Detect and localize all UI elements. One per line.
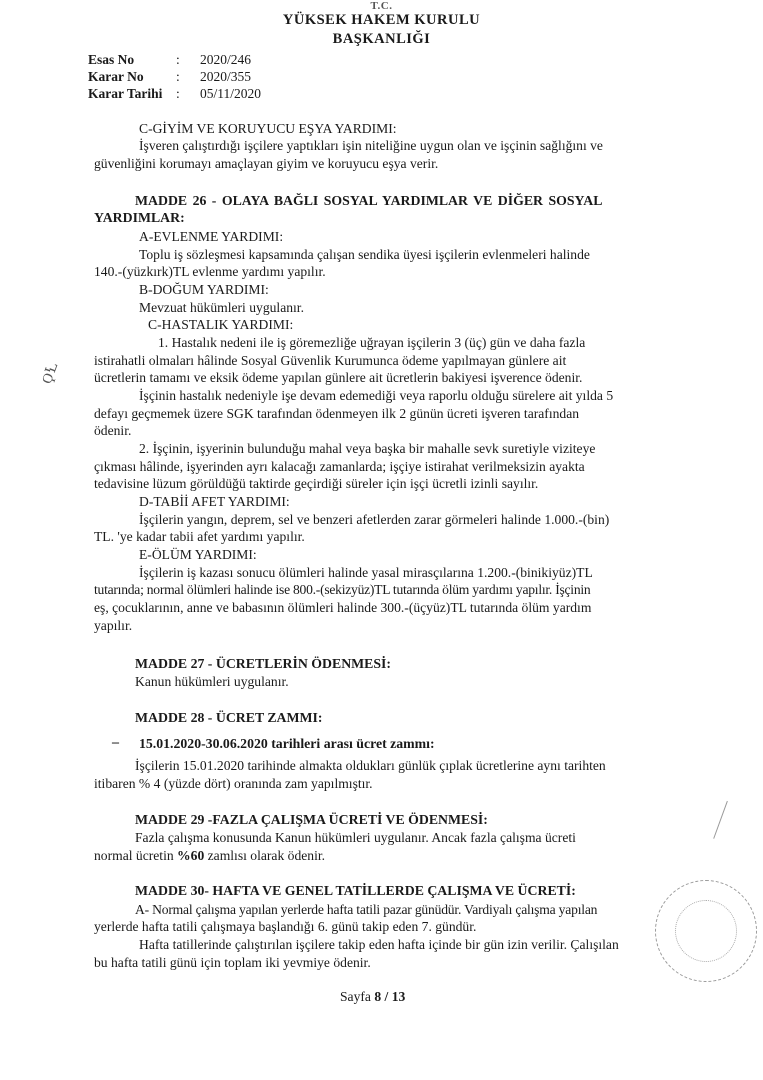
- subsection-heading: C-HASTALIK YARDIMI:: [148, 317, 294, 332]
- text-line: itibaren % 4 (yüzde dört) oranında zam yapılmıştır.: [94, 776, 373, 791]
- text-line: İşçinin hastalık nedeniyle işe devam edemediği veya raporlu olduğu sürelere ait yılda 5: [139, 388, 614, 403]
- handwritten-mark: ϘꝆ: [39, 361, 62, 386]
- text-line: tutarında; normal ölümleri halinde ise 800.-(sekizyüz)TL tutarında ölüm yardımı yapılır. İşçinin: [94, 582, 591, 597]
- text-line: İşçilerin yangın, deprem, sel ve benzeri afetlerden zarar görmeleri halinde 1.000.-(bin): [139, 512, 610, 527]
- text-line: tedavisine lüzum görüldüğü taktirde geçirdiği süreler için işçi ücretli izinli sayılır.: [94, 476, 539, 491]
- tarih-value: 05/11/2020: [200, 86, 262, 101]
- karar-value: 2020/355: [200, 69, 252, 84]
- text-line: eş, çocuklarının, anne ve babasının ölümleri halinde 300.-(üçyüz)TL tutarında ölüm yardım: [94, 600, 592, 615]
- subsection-heading: A-EVLENME YARDIMI:: [139, 229, 284, 244]
- esas-label: Esas No: [88, 52, 135, 67]
- text-line: Toplu iş sözleşmesi kapsamında çalışan sendika üyesi işçilerin evlenmeleri halinde: [139, 247, 590, 262]
- percent-value: %60: [177, 848, 205, 863]
- text-line: güvenliğini korumayı amaçlayan giyim ve koruyucu eşya verir.: [94, 156, 439, 171]
- dash-bullet: –: [112, 735, 119, 750]
- text-line: [94, 847, 325, 864]
- text-line: Kanun hükümleri uygulanır.: [135, 674, 289, 689]
- text-segment: normal ücretin: [94, 848, 178, 863]
- text-line: ödenir.: [94, 423, 132, 438]
- tarih-label: Karar Tarihi: [88, 86, 163, 101]
- tarih-colon: :: [176, 86, 180, 101]
- karar-label: Karar No: [88, 69, 144, 84]
- text-line: istirahatli olmaları hâlinde Sosyal Güvenlik Kurumunca ödeme yapılmayan günlere ait: [94, 353, 567, 368]
- text-line: 2. İşçinin, işyerinin bulunduğu mahal veya başka bir mahalle sevk suretiyle viziteye: [139, 441, 596, 456]
- esas-value: 2020/246: [200, 52, 252, 67]
- text-line: yapılır.: [94, 618, 133, 633]
- text-line: defayı geçmemek üzere SGK tarafından ödenmeyen ilk 2 günün ücreti işveren tarafından: [94, 406, 580, 421]
- text-segment: zamlısı olarak ödenir.: [204, 848, 326, 863]
- page-count: 8 / 13: [374, 989, 406, 1004]
- text-line: İşçilerin 15.01.2020 tarihinde almakta oldukları günlük çıplak ücretlerine aynı tarihten: [135, 758, 606, 773]
- pen-stroke: [713, 801, 729, 839]
- article-26-heading: MADDE 26 - OLAYA BAĞLI SOSYAL YARDIMLAR VE DİĞER SOSYAL: [135, 193, 603, 208]
- text-line: TL. 'ye kadar tabii afet yardımı yapılır.: [94, 529, 305, 544]
- text-line: çıkması hâlinde, işyerinden ayrı kalacağı zamanlarda; işçiye istirahat verilmeksizin ayakta: [94, 459, 585, 474]
- text-line: ücretlerin tamamı ve eksik ödeme yapılan günlere ait ücretlerin bakiyesi işverence ödenir.: [94, 370, 583, 385]
- text-line: 140.-(yüzkırk)TL evlenme yardımı yapılır.: [94, 264, 326, 279]
- article-29-heading: MADDE 29 -FAZLA ÇALIŞMA ÜCRETİ VE ÖDENMESİ:: [135, 812, 488, 827]
- page-number: [340, 988, 405, 1005]
- text-line: A- Normal çalışma yapılan yerlerde hafta tatili pazar günüdür. Vardiyalı çalışma yapılan: [135, 902, 598, 917]
- header-top-fragment: T.C.: [370, 0, 393, 12]
- subsection-heading: B-DOĞUM YARDIMI:: [139, 282, 269, 297]
- page-prefix: Sayfa: [340, 989, 375, 1004]
- article-27-heading: MADDE 27 - ÜCRETLERİN ÖDENMESİ:: [135, 656, 392, 671]
- esas-colon: :: [176, 52, 180, 67]
- text-line: İşveren çalıştırdığı işçilere yaptıkları işin niteliğine uygun olan ve işçinin sağlığını ve: [139, 138, 603, 153]
- text-line: bu hafta tatili günü için toplam iki yevmiye ödenir.: [94, 955, 371, 970]
- text-line: Fazla çalışma konusunda Kanun hükümleri uygulanır. Ancak fazla çalışma ücreti: [135, 830, 576, 845]
- article-30-heading: MADDE 30- HAFTA VE GENEL TATİLLERDE ÇALIŞMA VE ÜCRETİ:: [135, 883, 576, 898]
- institution-name: YÜKSEK HAKEM KURULU: [282, 12, 481, 28]
- text-line: Hafta tatillerinde çalıştırılan işçilere takip eden hafta içinde bir gün izin verilir. Çalışılan: [139, 937, 619, 952]
- institution-subtitle: BAŞKANLIĞI: [332, 31, 431, 47]
- text-line: 1. Hastalık nedeni ile iş göremezliğe uğrayan işçilerin 3 (üç) gün ve daha fazla: [158, 335, 586, 350]
- text-line: İşçilerin iş kazası sonucu ölümleri halinde yasal mirasçılarına 1.200.-(binikiyüz)TL: [139, 565, 593, 580]
- subsection-heading: D-TABİİ AFET YARDIMI:: [139, 494, 290, 509]
- article-26-heading-cont: YARDIMLAR:: [94, 210, 185, 225]
- subsection-heading: E-ÖLÜM YARDIMI:: [139, 547, 257, 562]
- text-line: Mevzuat hükümleri uygulanır.: [139, 300, 304, 315]
- article-28-heading: MADDE 28 - ÜCRET ZAMMI:: [135, 710, 323, 725]
- karar-colon: :: [176, 69, 180, 84]
- section-heading: C-GİYİM VE KORUYUCU EŞYA YARDIMI:: [139, 121, 397, 136]
- article-28-subheading: 15.01.2020-30.06.2020 tarihleri arası ücret zammı:: [139, 736, 435, 751]
- official-seal-inner: [675, 900, 737, 962]
- text-line: yerlerde hafta tatili çalışmaya başlandığı 6. günü takip eden 7. gündür.: [94, 919, 477, 934]
